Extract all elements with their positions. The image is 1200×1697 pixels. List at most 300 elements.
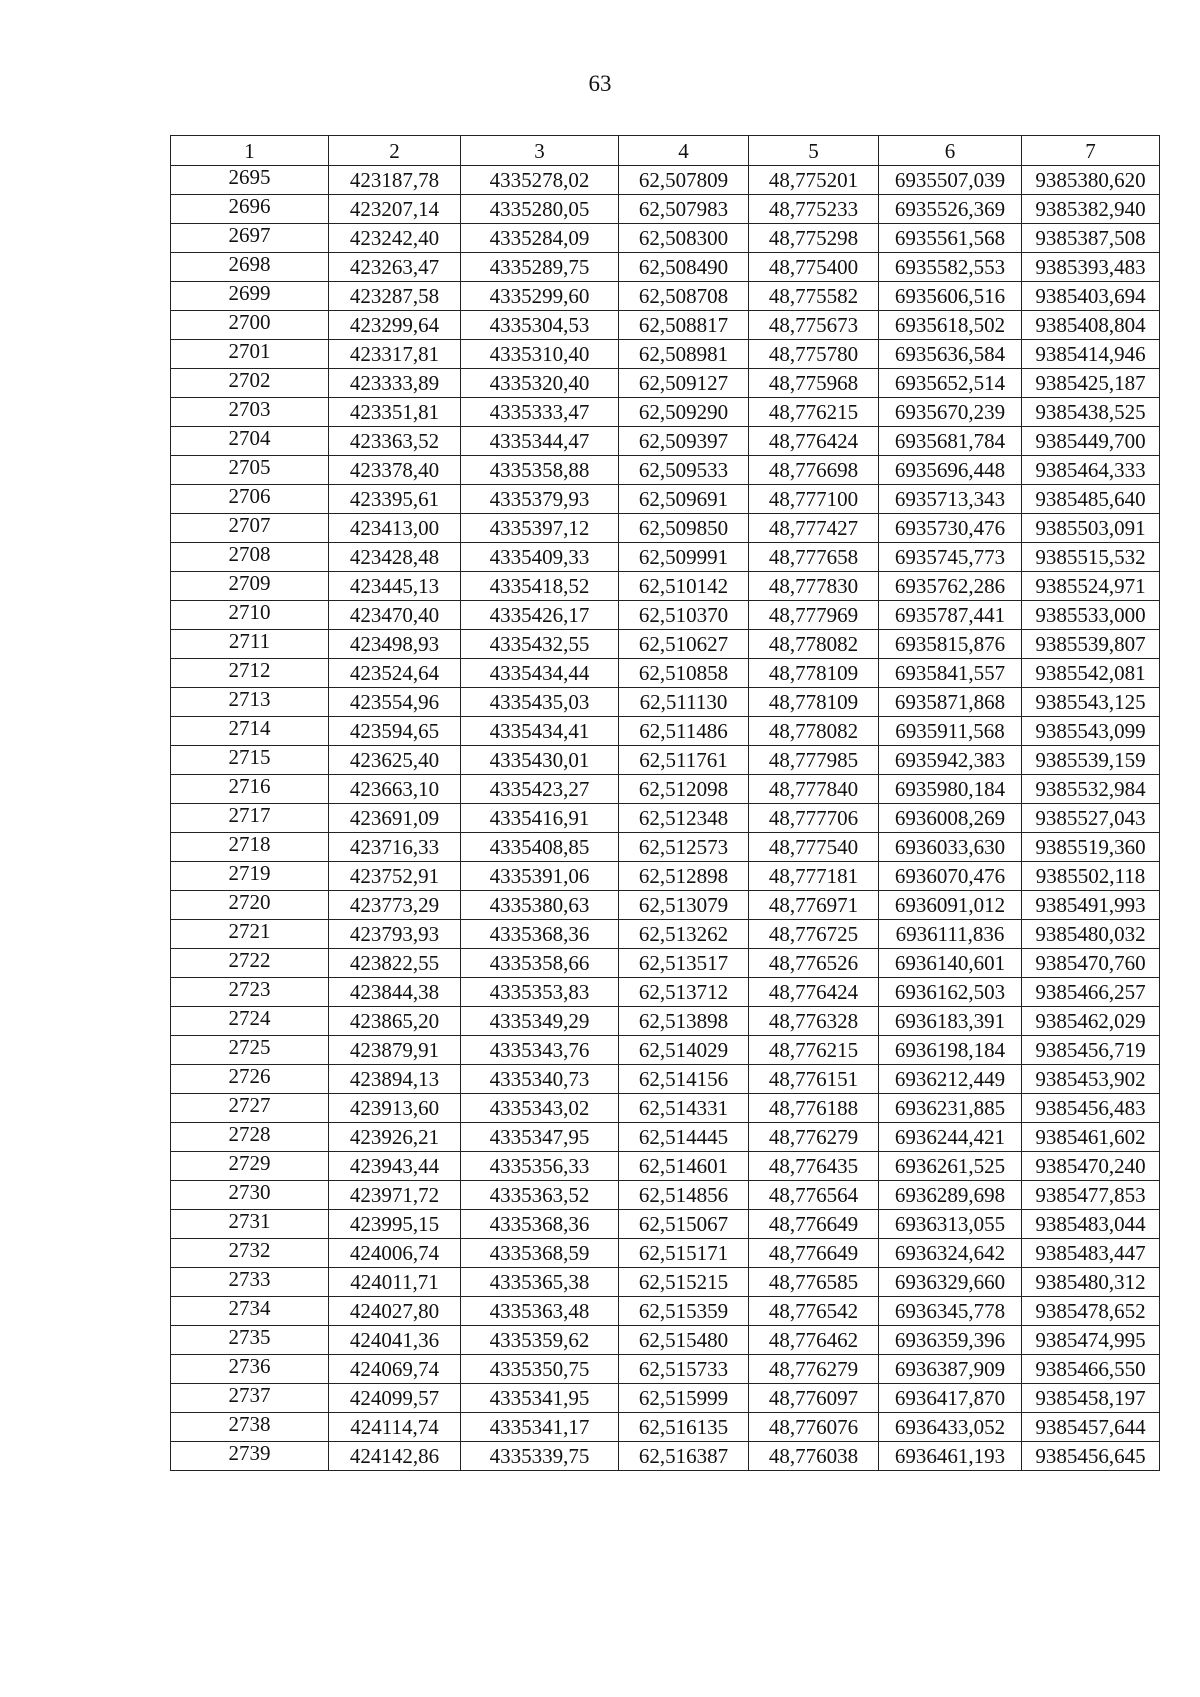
value-cell: 62,510142	[619, 572, 749, 601]
value-cell: 4335347,95	[461, 1123, 619, 1152]
column-header-2: 2	[329, 136, 461, 166]
value-cell: 62,514029	[619, 1036, 749, 1065]
value-cell: 6936162,503	[879, 978, 1022, 1007]
table-row	[171, 1094, 1160, 1123]
value-cell: 48,777969	[749, 601, 879, 630]
value-cell: 62,508981	[619, 340, 749, 369]
value-cell: 48,777427	[749, 514, 879, 543]
column-header-6: 6	[879, 136, 1022, 166]
value-cell: 423752,91	[329, 862, 461, 891]
value-cell: 423865,20	[329, 1007, 461, 1036]
row-number-cell: 2702	[171, 369, 329, 398]
value-cell: 9385477,853	[1022, 1181, 1160, 1210]
value-cell: 9385449,700	[1022, 427, 1160, 456]
table-row	[171, 1007, 1160, 1036]
table-row	[171, 1268, 1160, 1297]
value-cell: 6935762,286	[879, 572, 1022, 601]
table-row	[171, 1326, 1160, 1355]
value-cell: 62,510627	[619, 630, 749, 659]
value-cell: 48,776279	[749, 1355, 879, 1384]
value-cell: 424099,57	[329, 1384, 461, 1413]
row-number-cell: 2701	[171, 340, 329, 369]
value-cell: 4335363,48	[461, 1297, 619, 1326]
column-header-1: 1	[171, 136, 329, 166]
table-row	[171, 717, 1160, 746]
value-cell: 4335289,75	[461, 253, 619, 282]
value-cell: 424041,36	[329, 1326, 461, 1355]
value-cell: 48,776542	[749, 1297, 879, 1326]
row-number-cell: 2722	[171, 949, 329, 978]
value-cell: 48,775780	[749, 340, 879, 369]
table-row	[171, 659, 1160, 688]
value-cell: 4335350,75	[461, 1355, 619, 1384]
value-cell: 423594,65	[329, 717, 461, 746]
value-cell: 6936359,396	[879, 1326, 1022, 1355]
value-cell: 6936183,391	[879, 1007, 1022, 1036]
value-cell: 423926,21	[329, 1123, 461, 1152]
value-cell: 423299,64	[329, 311, 461, 340]
table-row	[171, 1297, 1160, 1326]
value-cell: 423663,10	[329, 775, 461, 804]
value-cell: 423498,93	[329, 630, 461, 659]
value-cell: 4335359,62	[461, 1326, 619, 1355]
value-cell: 423524,64	[329, 659, 461, 688]
value-cell: 48,776649	[749, 1239, 879, 1268]
value-cell: 48,775582	[749, 282, 879, 311]
value-cell: 9385403,694	[1022, 282, 1160, 311]
value-cell: 62,515733	[619, 1355, 749, 1384]
value-cell: 9385387,508	[1022, 224, 1160, 253]
value-cell: 6935618,502	[879, 311, 1022, 340]
value-cell: 4335320,40	[461, 369, 619, 398]
value-cell: 4335343,02	[461, 1094, 619, 1123]
value-cell: 423207,14	[329, 195, 461, 224]
value-cell: 6935787,441	[879, 601, 1022, 630]
value-cell: 48,776076	[749, 1413, 879, 1442]
value-cell: 62,507809	[619, 166, 749, 195]
row-number-cell: 2726	[171, 1065, 329, 1094]
table-row	[171, 224, 1160, 253]
value-cell: 62,508708	[619, 282, 749, 311]
row-number-cell: 2719	[171, 862, 329, 891]
value-cell: 9385542,081	[1022, 659, 1160, 688]
value-cell: 9385466,550	[1022, 1355, 1160, 1384]
value-cell: 9385466,257	[1022, 978, 1160, 1007]
value-cell: 62,509397	[619, 427, 749, 456]
table-row	[171, 630, 1160, 659]
table-row	[171, 746, 1160, 775]
value-cell: 424027,80	[329, 1297, 461, 1326]
value-cell: 423363,52	[329, 427, 461, 456]
value-cell: 62,509127	[619, 369, 749, 398]
value-cell: 6936008,269	[879, 804, 1022, 833]
row-number-cell: 2733	[171, 1268, 329, 1297]
value-cell: 9385453,902	[1022, 1065, 1160, 1094]
value-cell: 62,512348	[619, 804, 749, 833]
value-cell: 6935730,476	[879, 514, 1022, 543]
value-cell: 62,514601	[619, 1152, 749, 1181]
value-cell: 48,776188	[749, 1094, 879, 1123]
value-cell: 62,513898	[619, 1007, 749, 1036]
value-cell: 9385457,644	[1022, 1413, 1160, 1442]
value-cell: 62,514331	[619, 1094, 749, 1123]
value-cell: 6935526,369	[879, 195, 1022, 224]
value-cell: 9385462,029	[1022, 1007, 1160, 1036]
value-cell: 48,776151	[749, 1065, 879, 1094]
value-cell: 4335434,44	[461, 659, 619, 688]
value-cell: 423263,47	[329, 253, 461, 282]
value-cell: 48,776526	[749, 949, 879, 978]
table-row	[171, 485, 1160, 514]
value-cell: 4335423,27	[461, 775, 619, 804]
value-cell: 424142,86	[329, 1442, 461, 1471]
value-cell: 62,511130	[619, 688, 749, 717]
value-cell: 6936198,184	[879, 1036, 1022, 1065]
value-cell: 62,509991	[619, 543, 749, 572]
table-row	[171, 1065, 1160, 1094]
value-cell: 9385480,032	[1022, 920, 1160, 949]
value-cell: 9385527,043	[1022, 804, 1160, 833]
value-cell: 4335333,47	[461, 398, 619, 427]
value-cell: 62,515999	[619, 1384, 749, 1413]
value-cell: 6935841,557	[879, 659, 1022, 688]
value-cell: 62,516387	[619, 1442, 749, 1471]
table-row	[171, 572, 1160, 601]
value-cell: 6936070,476	[879, 862, 1022, 891]
value-cell: 6935911,568	[879, 717, 1022, 746]
row-number-cell: 2715	[171, 746, 329, 775]
row-number-cell: 2724	[171, 1007, 329, 1036]
value-cell: 6936329,660	[879, 1268, 1022, 1297]
value-cell: 9385485,640	[1022, 485, 1160, 514]
value-cell: 9385393,483	[1022, 253, 1160, 282]
value-cell: 4335434,41	[461, 717, 619, 746]
value-cell: 48,776328	[749, 1007, 879, 1036]
table-row	[171, 1413, 1160, 1442]
value-cell: 6935696,448	[879, 456, 1022, 485]
value-cell: 4335349,29	[461, 1007, 619, 1036]
value-cell: 423691,09	[329, 804, 461, 833]
value-cell: 9385470,240	[1022, 1152, 1160, 1181]
value-cell: 424006,74	[329, 1239, 461, 1268]
row-number-cell: 2731	[171, 1210, 329, 1239]
value-cell: 9385474,995	[1022, 1326, 1160, 1355]
table-row	[171, 833, 1160, 862]
value-cell: 6936091,012	[879, 891, 1022, 920]
table-row	[171, 978, 1160, 1007]
value-cell: 423822,55	[329, 949, 461, 978]
value-cell: 48,778082	[749, 717, 879, 746]
value-cell: 6935713,343	[879, 485, 1022, 514]
row-number-cell: 2734	[171, 1297, 329, 1326]
value-cell: 48,776097	[749, 1384, 879, 1413]
value-cell: 62,510858	[619, 659, 749, 688]
value-cell: 62,508300	[619, 224, 749, 253]
value-cell: 4335358,88	[461, 456, 619, 485]
value-cell: 48,775968	[749, 369, 879, 398]
value-cell: 48,775673	[749, 311, 879, 340]
value-cell: 48,777840	[749, 775, 879, 804]
value-cell: 6935582,553	[879, 253, 1022, 282]
value-cell: 423187,78	[329, 166, 461, 195]
row-number-cell: 2707	[171, 514, 329, 543]
value-cell: 48,778109	[749, 688, 879, 717]
value-cell: 423625,40	[329, 746, 461, 775]
value-cell: 9385464,333	[1022, 456, 1160, 485]
value-cell: 62,513517	[619, 949, 749, 978]
row-number-cell: 2698	[171, 253, 329, 282]
table-header-row	[171, 136, 1160, 166]
row-number-cell: 2730	[171, 1181, 329, 1210]
value-cell: 6936387,909	[879, 1355, 1022, 1384]
row-number-cell: 2706	[171, 485, 329, 514]
row-number-cell: 2712	[171, 659, 329, 688]
row-number-cell: 2729	[171, 1152, 329, 1181]
value-cell: 4335379,93	[461, 485, 619, 514]
value-cell: 423716,33	[329, 833, 461, 862]
row-number-cell: 2696	[171, 195, 329, 224]
row-number-cell: 2710	[171, 601, 329, 630]
row-number-cell: 2700	[171, 311, 329, 340]
value-cell: 9385478,652	[1022, 1297, 1160, 1326]
value-cell: 48,776038	[749, 1442, 879, 1471]
value-cell: 48,777540	[749, 833, 879, 862]
value-cell: 424114,74	[329, 1413, 461, 1442]
value-cell: 9385491,993	[1022, 891, 1160, 920]
value-cell: 48,777830	[749, 572, 879, 601]
value-cell: 4335391,06	[461, 862, 619, 891]
value-cell: 4335426,17	[461, 601, 619, 630]
value-cell: 9385461,602	[1022, 1123, 1160, 1152]
value-cell: 6936212,449	[879, 1065, 1022, 1094]
value-cell: 4335304,53	[461, 311, 619, 340]
value-cell: 4335339,75	[461, 1442, 619, 1471]
value-cell: 423995,15	[329, 1210, 461, 1239]
value-cell: 423470,40	[329, 601, 461, 630]
table-row	[171, 253, 1160, 282]
table-row	[171, 1210, 1160, 1239]
value-cell: 6936417,870	[879, 1384, 1022, 1413]
value-cell: 62,515067	[619, 1210, 749, 1239]
value-cell: 48,775201	[749, 166, 879, 195]
value-cell: 4335344,47	[461, 427, 619, 456]
value-cell: 9385539,159	[1022, 746, 1160, 775]
value-cell: 62,516135	[619, 1413, 749, 1442]
column-header-4: 4	[619, 136, 749, 166]
row-number-cell: 2728	[171, 1123, 329, 1152]
value-cell: 9385414,946	[1022, 340, 1160, 369]
value-cell: 6935745,773	[879, 543, 1022, 572]
value-cell: 4335343,76	[461, 1036, 619, 1065]
value-cell: 62,509290	[619, 398, 749, 427]
value-cell: 9385408,804	[1022, 311, 1160, 340]
value-cell: 6935606,516	[879, 282, 1022, 311]
value-cell: 62,513712	[619, 978, 749, 1007]
value-cell: 48,776424	[749, 427, 879, 456]
row-number-cell: 2705	[171, 456, 329, 485]
value-cell: 62,508490	[619, 253, 749, 282]
value-cell: 4335380,63	[461, 891, 619, 920]
value-cell: 6935670,239	[879, 398, 1022, 427]
value-cell: 4335409,33	[461, 543, 619, 572]
value-cell: 9385380,620	[1022, 166, 1160, 195]
table-row	[171, 775, 1160, 804]
table-row	[171, 311, 1160, 340]
value-cell: 62,512898	[619, 862, 749, 891]
value-cell: 62,513262	[619, 920, 749, 949]
table-row	[171, 1036, 1160, 1065]
table-row	[171, 601, 1160, 630]
value-cell: 423242,40	[329, 224, 461, 253]
row-number-cell: 2723	[171, 978, 329, 1007]
value-cell: 6936033,630	[879, 833, 1022, 862]
table-row	[171, 398, 1160, 427]
row-number-cell: 2713	[171, 688, 329, 717]
value-cell: 9385519,360	[1022, 833, 1160, 862]
value-cell: 423894,13	[329, 1065, 461, 1094]
value-cell: 6935815,876	[879, 630, 1022, 659]
value-cell: 6935942,383	[879, 746, 1022, 775]
value-cell: 48,777985	[749, 746, 879, 775]
value-cell: 6936261,525	[879, 1152, 1022, 1181]
value-cell: 9385382,940	[1022, 195, 1160, 224]
value-cell: 4335356,33	[461, 1152, 619, 1181]
value-cell: 4335368,59	[461, 1239, 619, 1268]
value-cell: 48,776649	[749, 1210, 879, 1239]
value-cell: 4335416,91	[461, 804, 619, 833]
value-cell: 48,776215	[749, 398, 879, 427]
column-header-5: 5	[749, 136, 879, 166]
table-row	[171, 282, 1160, 311]
value-cell: 6936111,836	[879, 920, 1022, 949]
row-number-cell: 2725	[171, 1036, 329, 1065]
value-cell: 423317,81	[329, 340, 461, 369]
value-cell: 9385480,312	[1022, 1268, 1160, 1297]
table-row	[171, 427, 1160, 456]
value-cell: 4335358,66	[461, 949, 619, 978]
value-cell: 48,776462	[749, 1326, 879, 1355]
row-number-cell: 2709	[171, 572, 329, 601]
table-row	[171, 891, 1160, 920]
value-cell: 423773,29	[329, 891, 461, 920]
table-row	[171, 1181, 1160, 1210]
value-cell: 48,776971	[749, 891, 879, 920]
value-cell: 423913,60	[329, 1094, 461, 1123]
table-row	[171, 514, 1160, 543]
value-cell: 9385532,984	[1022, 775, 1160, 804]
table-row	[171, 1123, 1160, 1152]
value-cell: 424011,71	[329, 1268, 461, 1297]
value-cell: 48,776424	[749, 978, 879, 1007]
value-cell: 6935681,784	[879, 427, 1022, 456]
value-cell: 9385438,525	[1022, 398, 1160, 427]
row-number-cell: 2716	[171, 775, 329, 804]
value-cell: 6935507,039	[879, 166, 1022, 195]
row-number-cell: 2721	[171, 920, 329, 949]
value-cell: 423333,89	[329, 369, 461, 398]
value-cell: 9385456,483	[1022, 1094, 1160, 1123]
row-number-cell: 2695	[171, 166, 329, 195]
value-cell: 9385543,099	[1022, 717, 1160, 746]
value-cell: 62,514856	[619, 1181, 749, 1210]
value-cell: 48,776698	[749, 456, 879, 485]
row-number-cell: 2718	[171, 833, 329, 862]
table-row	[171, 1442, 1160, 1471]
value-cell: 62,515480	[619, 1326, 749, 1355]
value-cell: 9385524,971	[1022, 572, 1160, 601]
value-cell: 62,514156	[619, 1065, 749, 1094]
value-cell: 62,509850	[619, 514, 749, 543]
table-body	[171, 166, 1160, 1471]
value-cell: 9385539,807	[1022, 630, 1160, 659]
column-header-7: 7	[1022, 136, 1160, 166]
column-header-3: 3	[461, 136, 619, 166]
table-row	[171, 949, 1160, 978]
value-cell: 62,515359	[619, 1297, 749, 1326]
value-cell: 423395,61	[329, 485, 461, 514]
value-cell: 62,514445	[619, 1123, 749, 1152]
value-cell: 423879,91	[329, 1036, 461, 1065]
row-number-cell: 2727	[171, 1094, 329, 1123]
row-number-cell: 2717	[171, 804, 329, 833]
value-cell: 9385515,532	[1022, 543, 1160, 572]
value-cell: 62,513079	[619, 891, 749, 920]
table-row	[171, 1152, 1160, 1181]
value-cell: 9385543,125	[1022, 688, 1160, 717]
value-cell: 9385483,044	[1022, 1210, 1160, 1239]
row-number-cell: 2704	[171, 427, 329, 456]
value-cell: 62,509691	[619, 485, 749, 514]
value-cell: 4335365,38	[461, 1268, 619, 1297]
value-cell: 423378,40	[329, 456, 461, 485]
table-row	[171, 862, 1160, 891]
value-cell: 423413,00	[329, 514, 461, 543]
value-cell: 4335408,85	[461, 833, 619, 862]
value-cell: 48,775298	[749, 224, 879, 253]
value-cell: 4335340,73	[461, 1065, 619, 1094]
row-number-cell: 2737	[171, 1384, 329, 1413]
table-row	[171, 688, 1160, 717]
row-number-cell: 2736	[171, 1355, 329, 1384]
value-cell: 4335363,52	[461, 1181, 619, 1210]
value-cell: 4335310,40	[461, 340, 619, 369]
value-cell: 6935871,868	[879, 688, 1022, 717]
value-cell: 6936461,193	[879, 1442, 1022, 1471]
value-cell: 4335341,95	[461, 1384, 619, 1413]
value-cell: 6935561,568	[879, 224, 1022, 253]
value-cell: 6935652,514	[879, 369, 1022, 398]
value-cell: 9385470,760	[1022, 949, 1160, 978]
value-cell: 423554,96	[329, 688, 461, 717]
value-cell: 423351,81	[329, 398, 461, 427]
value-cell: 48,777706	[749, 804, 879, 833]
value-cell: 4335299,60	[461, 282, 619, 311]
row-number-cell: 2714	[171, 717, 329, 746]
value-cell: 6935980,184	[879, 775, 1022, 804]
value-cell: 9385456,719	[1022, 1036, 1160, 1065]
value-cell: 48,776564	[749, 1181, 879, 1210]
value-cell: 6936324,642	[879, 1239, 1022, 1268]
value-cell: 48,777181	[749, 862, 879, 891]
value-cell: 423943,44	[329, 1152, 461, 1181]
value-cell: 9385456,645	[1022, 1442, 1160, 1471]
value-cell: 48,777658	[749, 543, 879, 572]
row-number-cell: 2711	[171, 630, 329, 659]
value-cell: 423793,93	[329, 920, 461, 949]
value-cell: 6936244,421	[879, 1123, 1022, 1152]
value-cell: 48,776435	[749, 1152, 879, 1181]
value-cell: 4335418,52	[461, 572, 619, 601]
